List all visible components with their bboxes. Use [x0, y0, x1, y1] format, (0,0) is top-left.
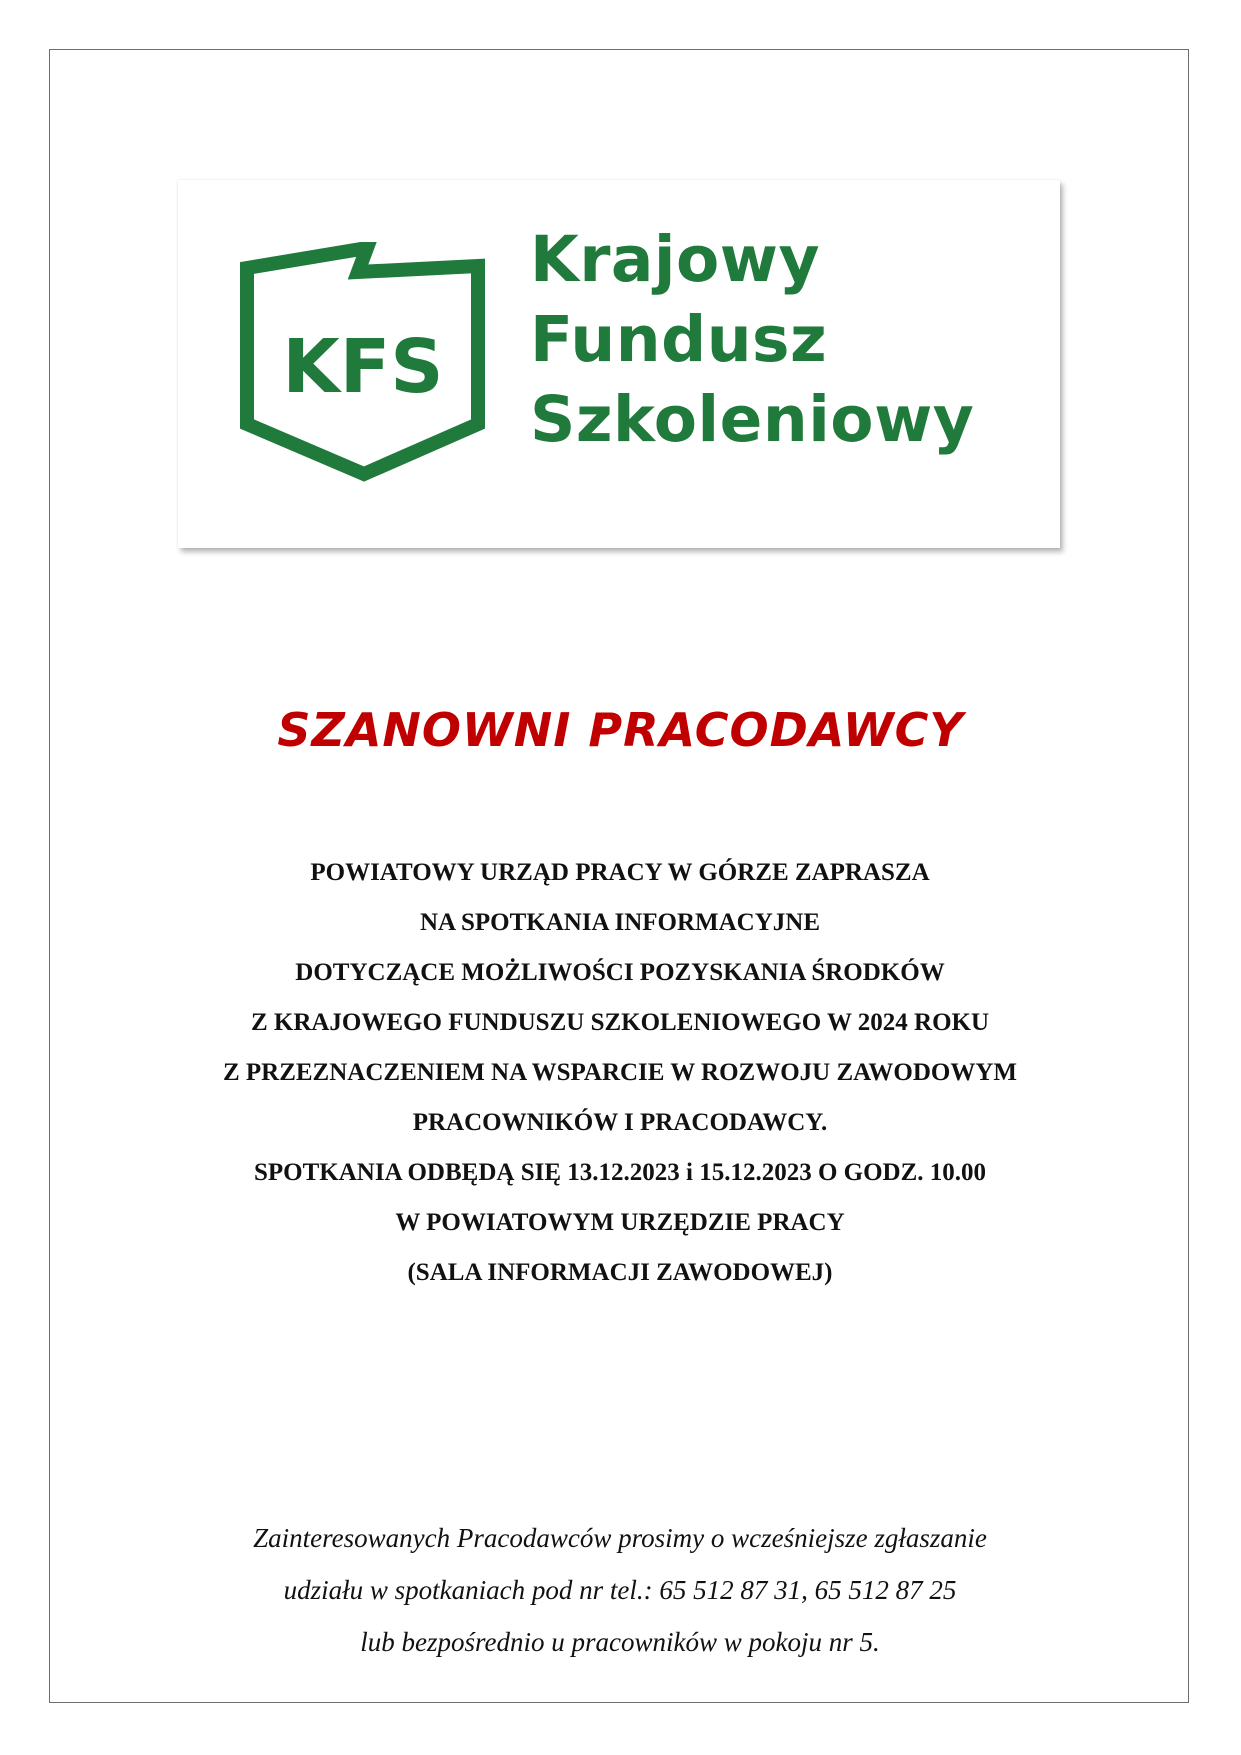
- wordmark-line: Krajowy: [530, 223, 821, 296]
- announcement-line: SPOTKANIA ODBĘDĄ SIĘ 13.12.2023 i 15.12.2023 O GODZ. 10.00: [253, 1159, 987, 1186]
- wordmark-line: Szkoleniowy: [530, 383, 975, 456]
- announcement-line: DOTYCZĄCE MOŻLIWOŚCI POZYSKANIA ŚRODKÓW: [295, 959, 945, 986]
- footer-line: Zainteresowanych Pracodawców prosimy o wcześniejsze zgłaszanie: [253, 1523, 987, 1553]
- announcement-line: (SALA INFORMACJI ZAWODOWEJ): [407, 1259, 833, 1286]
- footer-line: lub bezpośrednio u pracowników w pokoju nr 5.: [360, 1627, 880, 1657]
- announcement-line: Z KRAJOWEGO FUNDUSZU SZKOLENIOWEGO W 2024 ROKU: [250, 1009, 990, 1036]
- announcement-line: Z PRZEZNACZENIEM NA WSPARCIE W ROZWOJU ZAWODOWYM: [222, 1059, 1018, 1086]
- announcement-text: [60, 848, 1180, 1298]
- wordmark-line: Fundusz: [530, 303, 828, 376]
- page-heading: SZANOWNI PRACODAWCY: [277, 703, 964, 757]
- announcement-line: W POWIATOWYM URZĘDZIE PRACY: [395, 1209, 845, 1236]
- announcement-line: POWIATOWY URZĄD PRACY W GÓRZE ZAPRASZA: [310, 859, 930, 886]
- kfs-mark-text: KFS: [282, 324, 444, 410]
- footer-note: [60, 1512, 1180, 1668]
- announcement-line: PRACOWNIKÓW I PRACODAWCY.: [412, 1109, 828, 1136]
- announcement-line: NA SPOTKANIA INFORMACYJNE: [419, 909, 821, 936]
- logo-wordmark: [530, 220, 974, 460]
- footer-line: udziału w spotkaniach pod nr tel.: 65 512 87 31, 65 512 87 25: [283, 1575, 957, 1605]
- kfs-shield-icon: [240, 242, 486, 482]
- kfs-logo: [178, 180, 1060, 548]
